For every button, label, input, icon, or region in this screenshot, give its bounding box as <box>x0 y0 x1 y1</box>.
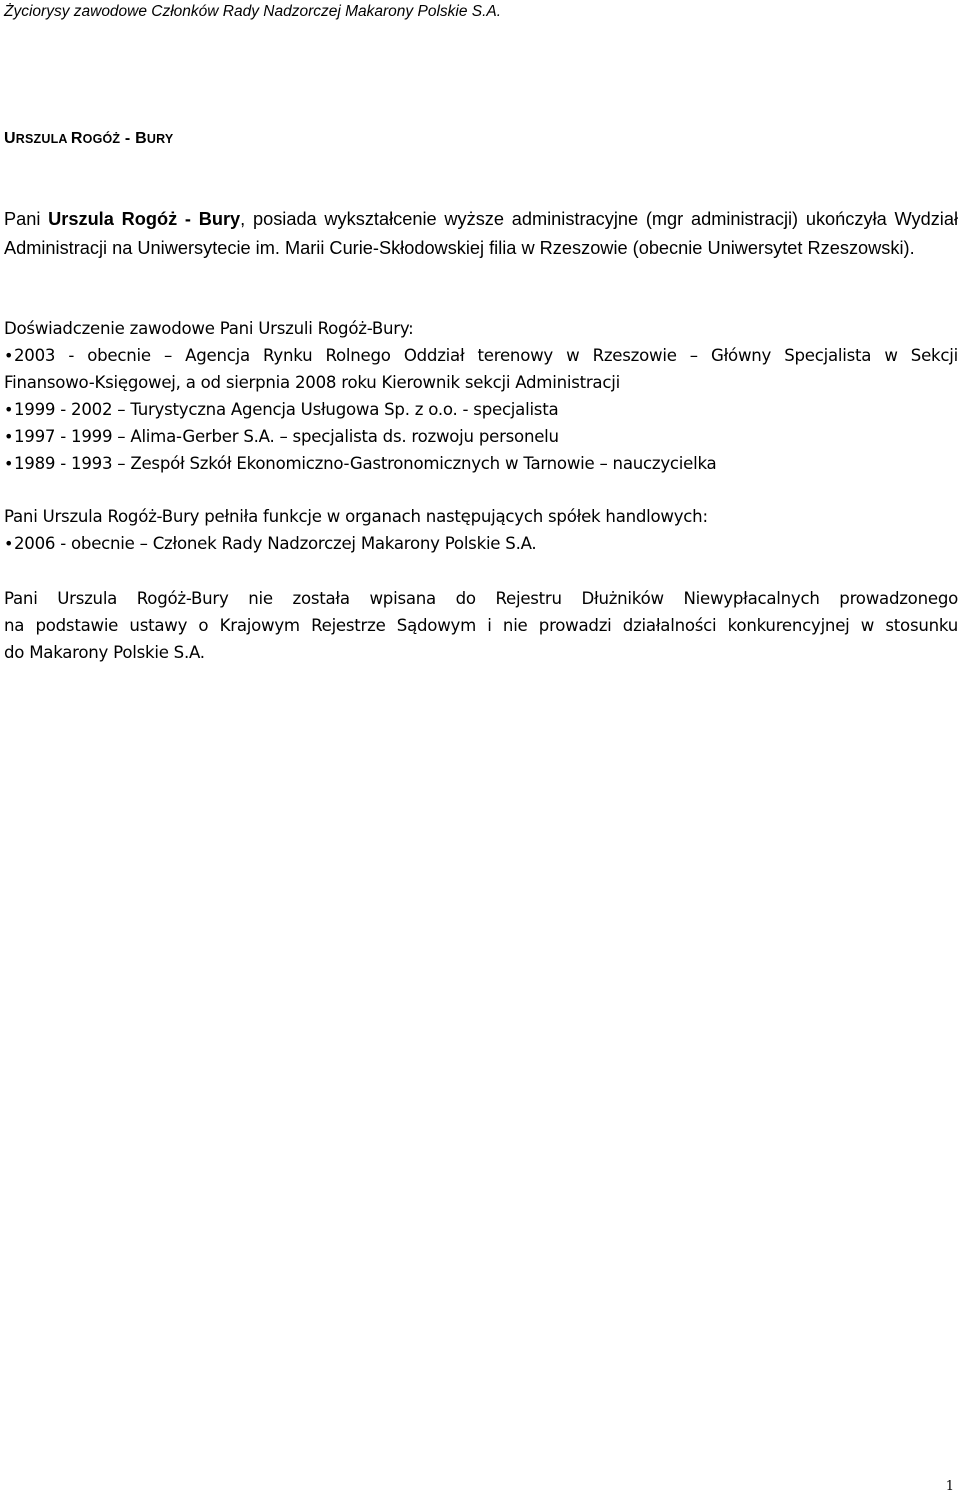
bullet: • <box>4 400 14 419</box>
registry-line-2: na podstawie ustawy o Krajowym Rejestrze Sądowym i nie prowadzi działalności konkurencyjnej w stosunku <box>4 616 958 635</box>
functions-item-1-text: 2006 - obecnie – Członek Rady Nadzorczej Makarony Polskie S.A. <box>14 534 537 553</box>
page-number: 1 <box>945 1479 954 1494</box>
registry-line-1: Pani Urszula Rogóż-Bury nie została wpisana do Rejestru Dłużników Niewypłacalnych prowadzonego <box>4 589 958 608</box>
person-name-heading <box>4 129 173 149</box>
intro-text: , posiada wykształcenie wyższe administracyjne (mgr administracji) ukończyła Wydział Administracji na Uniwersytecie im. Marii Curie-Skłodowskiej filia w Rzeszowie (obecnie Uniwersytet Rzeszowski). <box>4 209 958 258</box>
experience-heading: Doświadczenie zawodowe Pani Urszuli Rogóż-Bury: <box>4 319 414 338</box>
bullet: • <box>4 454 14 473</box>
name-part-ogoz: OGÓŻ <box>82 132 121 146</box>
experience-item-1-text: 2003 - obecnie – Agencja Rynku Rolnego Oddział terenowy w Rzeszowie – Główny Specjalista w Sekcji <box>14 346 958 365</box>
experience-item-1-line-1 <box>4 342 958 369</box>
bullet: • <box>4 534 14 553</box>
bullet: • <box>4 427 14 446</box>
registry-section <box>4 585 958 666</box>
registry-line-3: do Makarony Polskie S.A. <box>4 643 205 662</box>
functions-heading: Pani Urszula Rogóż-Bury pełniła funkcje w organach następujących spółek handlowych: <box>4 507 708 526</box>
document-header: Życiorysy zawodowe Członków Rady Nadzorczej Makarony Polskie S.A. <box>4 3 502 20</box>
experience-section <box>4 315 958 477</box>
bullet: • <box>4 346 14 365</box>
name-initial-b: B <box>135 130 147 147</box>
experience-item-2-text: 1999 - 2002 – Turystyczna Agencja Usługowa Sp. z o.o. - specjalista <box>14 400 559 419</box>
experience-item-3 <box>4 423 958 450</box>
experience-item-2 <box>4 396 958 423</box>
name-initial-r: R <box>70 130 83 147</box>
name-part-ury: URY <box>146 132 174 146</box>
experience-item-4-text: 1989 - 1993 – Zespół Szkół Ekonomiczno-Gastronomicznych w Tarnowie – nauczycielka <box>14 454 717 473</box>
experience-item-1-line-2: Finansowo-Księgowej, a od sierpnia 2008 roku Kierownik sekcji Administracji <box>4 373 620 392</box>
experience-item-3-text: 1997 - 1999 – Alima-Gerber S.A. – specjalista ds. rozwoju personelu <box>14 427 559 446</box>
name-part-rszula: RSZULA <box>15 132 71 146</box>
intro-prefix: Pani <box>4 209 49 229</box>
intro-name-bold: Urszula Rogóż - Bury <box>48 209 241 229</box>
experience-item-4 <box>4 450 958 477</box>
name-initial-u: U <box>4 130 16 147</box>
functions-section <box>4 503 958 557</box>
name-dash: - <box>120 130 136 147</box>
functions-item-1 <box>4 530 958 557</box>
intro-paragraph <box>4 205 958 263</box>
